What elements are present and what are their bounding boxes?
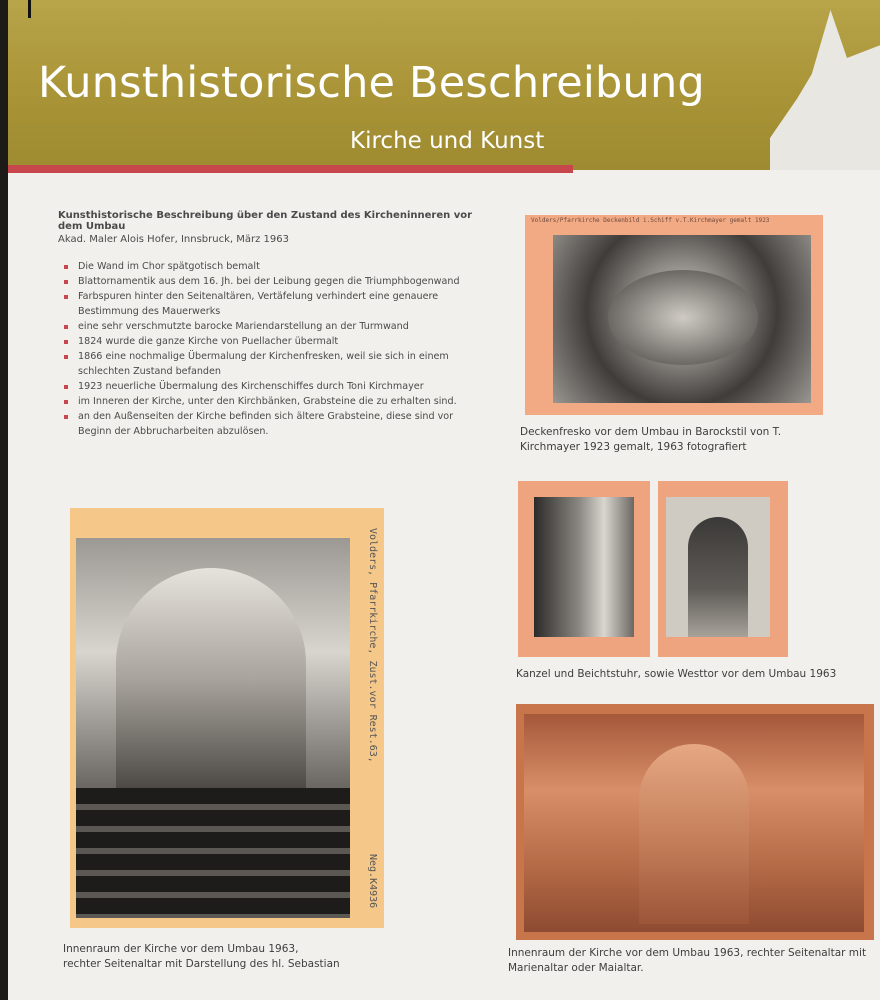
westtor-image [666,497,770,637]
intro-author: Akad. Maler Alois Hofer, Innsbruck, März 1963 [58,234,289,245]
sepia-caption [508,946,878,976]
church-silhouette-icon [770,10,880,170]
intro-list [58,259,488,439]
list-item: 1866 eine nochmalige Übermalung der Kirchenfresken, weil sie sich in einem schlechten Zustand befanden [74,349,488,379]
interior-neg-label: Neg.K4936 [367,853,378,908]
page-title: Kunsthistorische Beschreibung [38,58,705,108]
header-banner [8,0,880,170]
intro-heading: Kunsthistorische Beschreibung über den Zustand des Kircheninneren vor dem Umbau [58,210,473,232]
page-subtitle: Kirche und Kunst [350,128,545,154]
fresco-photo-label: Volders/Pfarrkirche Deckenbild i.Schiff v.T.Kirchmayer gemalt 1923 [531,217,770,224]
sepia-image [524,714,864,932]
list-item: eine sehr verschmutzte barocke Mariendarstellung an der Turmwand [74,319,488,334]
kanzel-caption: Kanzel und Beichtstuhr, sowie Westtor vor dem Umbau 1963 [516,668,837,680]
fresco-caption-line: Deckenfresko vor dem Umbau in Barockstil von T. [520,426,782,438]
list-item: Blattornamentik aus dem 16. Jh. bei der Leibung gegen die Triumphbogenwand [74,274,488,289]
fresco-caption-line: Kirchmayer 1923 gemalt, 1963 fotografiert [520,441,747,453]
fresco-photo [525,215,823,415]
info-board [8,0,880,1000]
interior-photo [70,508,384,928]
kanzel-image [534,497,634,637]
interior-arch [116,568,306,788]
list-item: Die Wand im Chor spätgotisch bemalt [74,259,488,274]
mounting-pin [28,0,31,18]
fresco-image [553,235,811,403]
interior-image [76,538,350,918]
list-item: 1824 wurde die ganze Kirche von Puellacher übermalt [74,334,488,349]
westtor-photo [658,481,788,657]
list-item: an den Außenseiten der Kirche befinden sich ältere Grabsteine, diese sind vor Beginn der Abbrucharbeiten abzulösen. [74,409,488,439]
interior-caption-line: Innenraum der Kirche vor dem Umbau 1963, [63,943,299,955]
sepia-photo [516,704,874,940]
accent-bar [8,165,573,173]
interior-photo-label [356,528,378,908]
fresco-caption [520,425,820,455]
interior-caption [63,942,403,972]
fresco-ceiling-medallion [608,270,758,365]
list-item: Farbspuren hinter den Seitenaltären, Vertäfelung verhindert eine genauere Bestimmung des Mauerwerks [74,289,488,319]
sepia-arch [639,744,749,924]
kanzel-photo [518,481,650,657]
sepia-caption-line: Innenraum der Kirche vor dem Umbau 1963, rechter Seitenaltar mit [508,947,867,959]
list-item: im Inneren der Kirche, unter den Kirchbänken, Grabsteine die zu erhalten sind. [74,394,488,409]
list-item: 1923 neuerliche Übermalung des Kirchenschiffes durch Toni Kirchmayer [74,379,488,394]
interior-side-label: Volders, Pfarrkirche, Zust.vor Rest.63, [367,528,378,763]
westtor-arch [688,517,748,637]
interior-pews [76,788,350,918]
sepia-caption-line: Marienaltar oder Maialtar. [508,962,644,974]
intro-section [58,210,488,439]
interior-caption-line: rechter Seitenaltar mit Darstellung des hl. Sebastian [63,958,340,970]
